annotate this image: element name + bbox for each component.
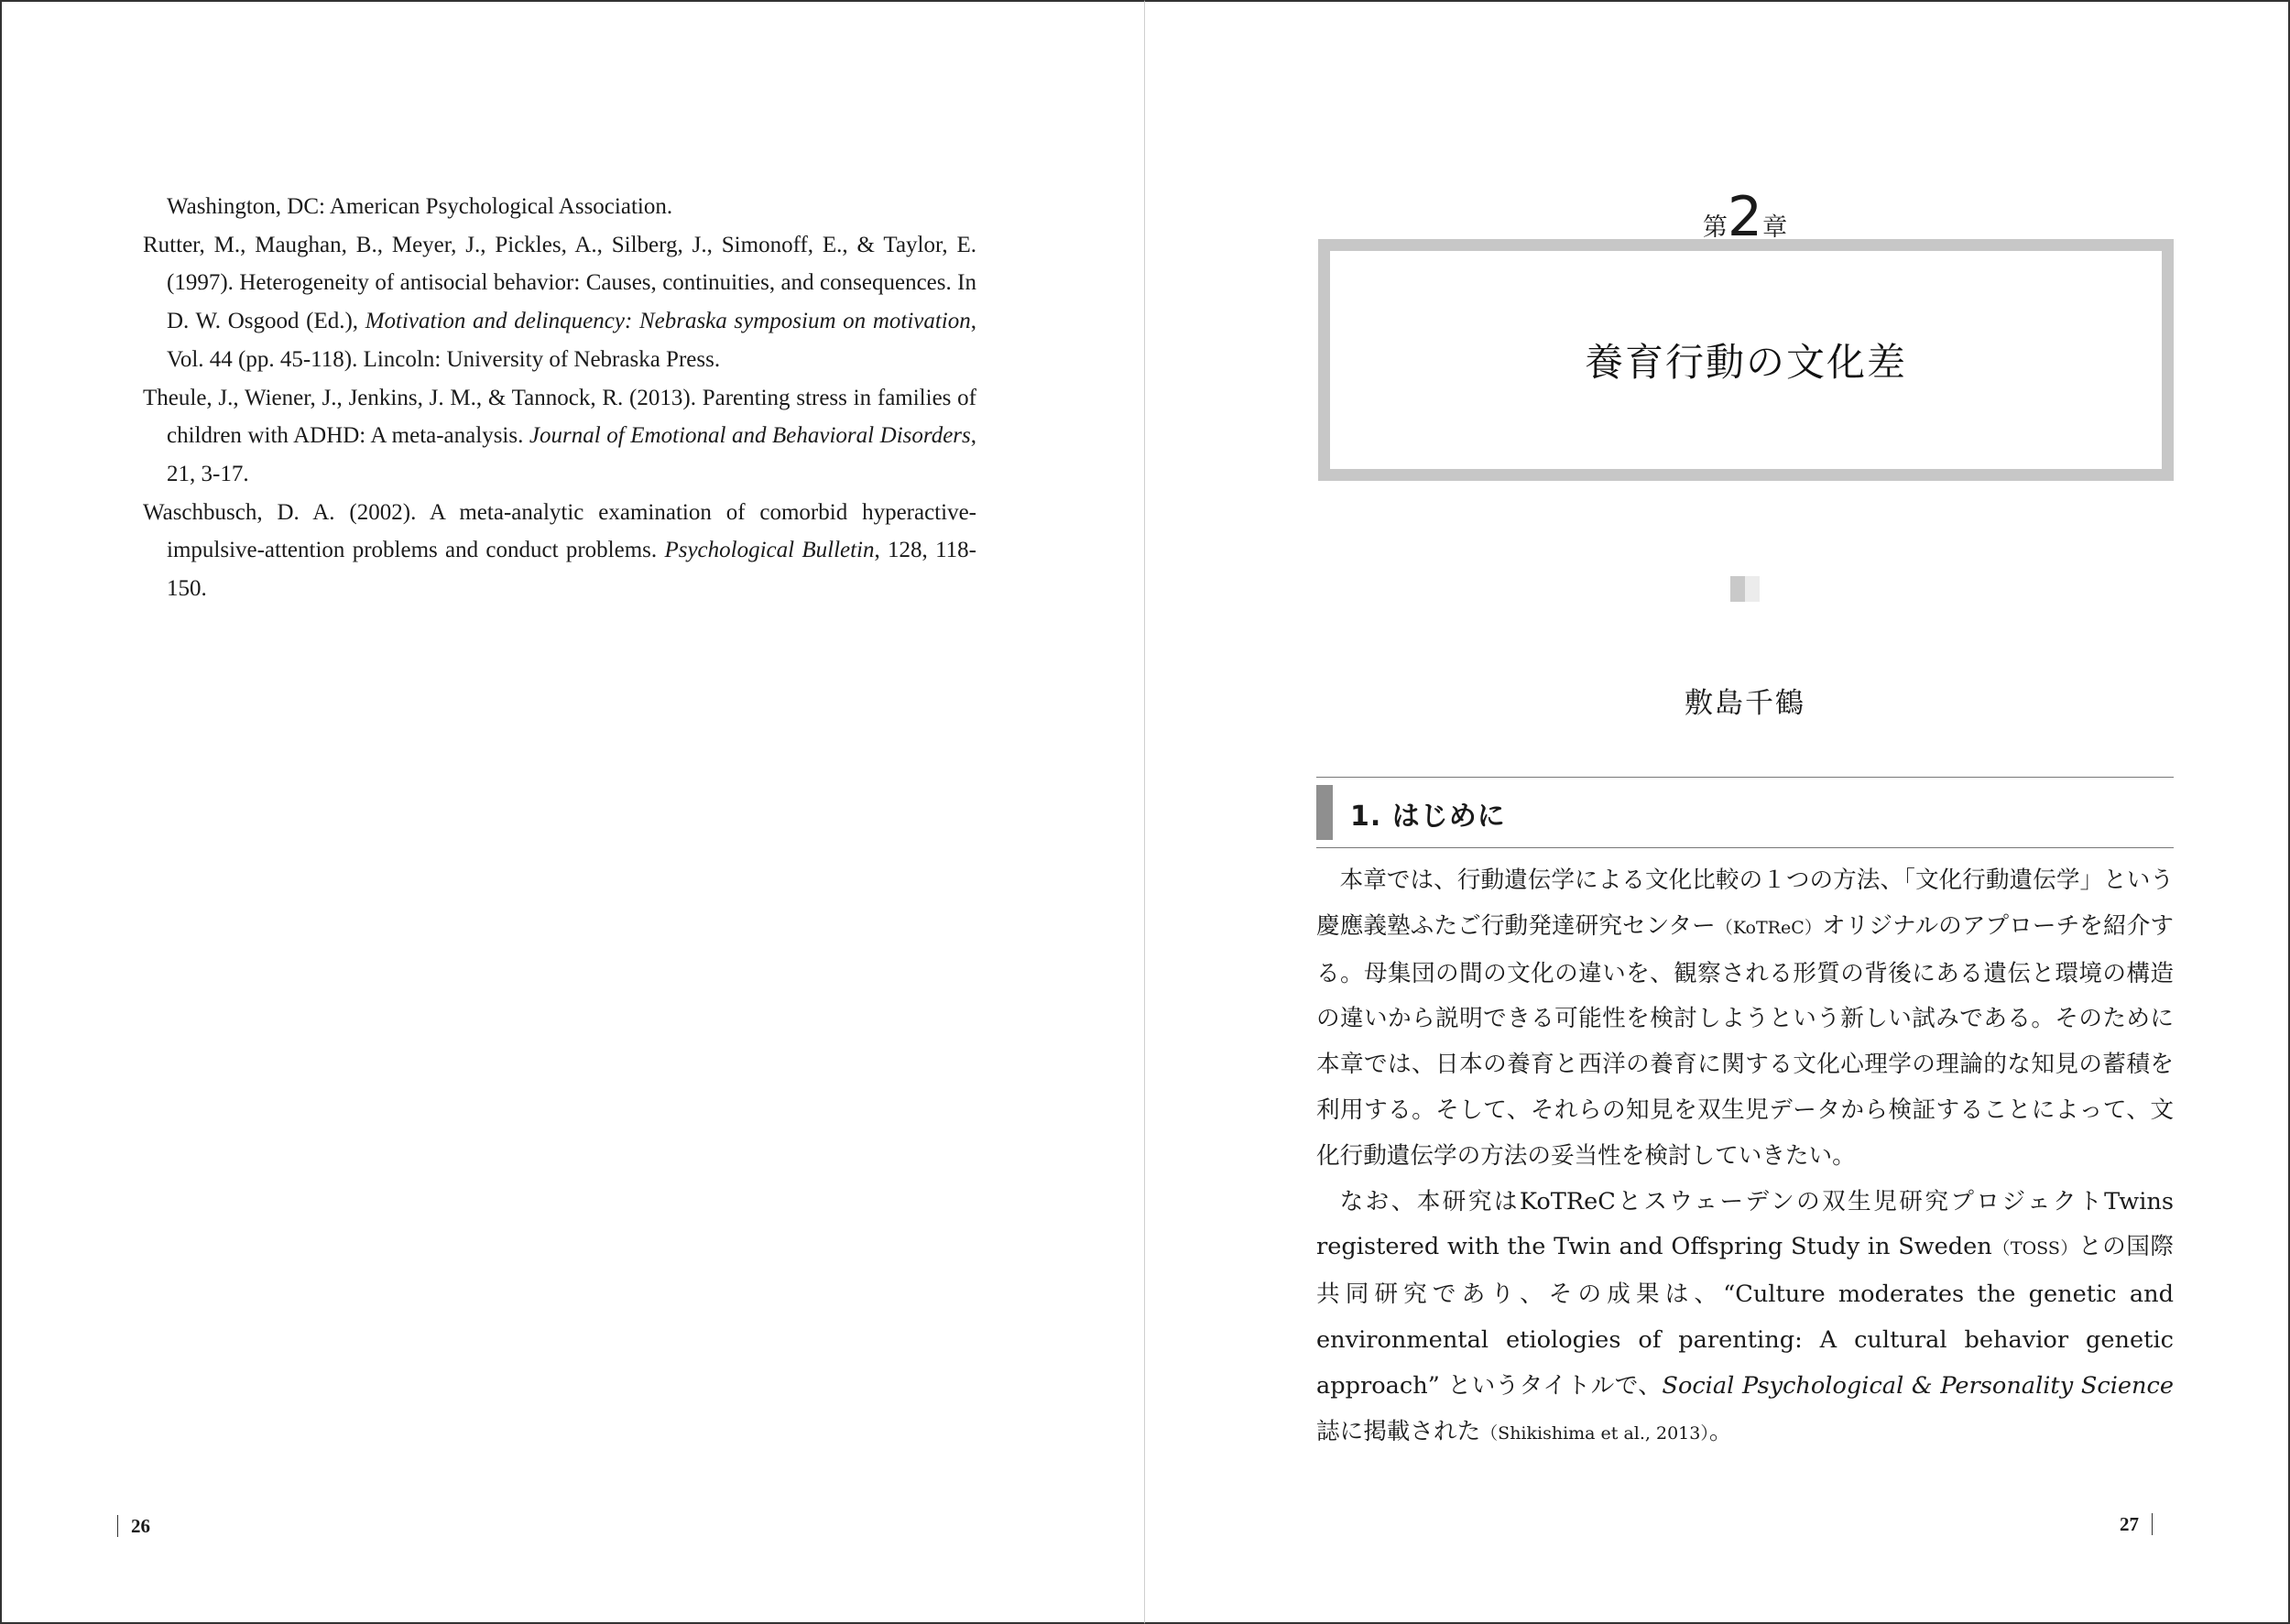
left-page (0, 0, 1144, 1624)
chapter-number: 2 (1727, 185, 1763, 249)
reference-entry (143, 494, 976, 608)
text-run: オリジナルのアプローチを紹介する。母集団の間の文化の違いを、観察される形質の背後にある遺伝と環境の構造の違いから説明できる可能性を検討しようという新しい試みである。そのために本章では、日本の養育と西洋の養育に関する文化心理学の理論的な知見の蓄積を利用する。そして、それらの知見を双生児データから検証することによって、文化行動遺伝学の方法の妥当性を検討していきたい。 (1316, 911, 2174, 1170)
paragraph (1316, 858, 2174, 1180)
text-run: , Vol. 44 (pp. 45-118). Lincoln: University of Nebraska Press. (167, 309, 976, 372)
text-run: Washington, DC: American Psychological Association. (167, 194, 673, 219)
chapter-suffix: 章 (1762, 213, 1788, 242)
reference-list (143, 188, 976, 608)
italic-text: Social Psychological & Personality Science (1662, 1371, 2174, 1400)
ornament-icon (1730, 576, 1760, 602)
body-text (1316, 858, 2174, 1456)
text-run: 。 (1708, 1417, 1733, 1445)
text-run: （Shikishima et al., 2013） (1480, 1422, 1709, 1444)
chapter-label (1695, 185, 1795, 249)
text-run: 誌に掲載された (1316, 1417, 1481, 1445)
author-name: 敷島千鶴 (1685, 687, 1805, 720)
italic-text: Motivation and delinquency: Nebraska symposium on motivation (365, 309, 971, 334)
text-run: との国際共同研究であり、その成果は、“Culture moderates the genetic and environmental etiologies of parenting: A cultural behavior genetic approach” というタイトルで、 (1316, 1233, 2174, 1400)
reference-entry (143, 188, 976, 226)
text-run: （KoTReC） (1715, 917, 1822, 938)
page-number-right: 27 (2120, 1513, 2153, 1535)
section-marker (1316, 785, 1333, 840)
italic-text: Psychological Bulletin (664, 538, 875, 563)
page-number-left: 26 (117, 1515, 150, 1537)
text-run: , 128, 118-150. (167, 538, 976, 602)
text-run: , 21, 3-17. (167, 423, 976, 486)
text-run: なお、本研究はKoTReCとスウェーデンの双生児研究プロジェクトTwins registered with the Twin and Offspring Study in Sweden (1316, 1187, 2174, 1261)
section-heading (1316, 777, 2174, 848)
text-run: （TOSS） (1991, 1238, 2078, 1259)
section-title: 1. はじめに (1350, 801, 1506, 833)
chapter-prefix: 第 (1702, 213, 1728, 242)
text-run: Theule, J., Wiener, J., Jenkins, J. M., & Tannock, R. (2013). Parenting stress in families of children with ADHD: A meta-analysis. (143, 385, 976, 449)
reference-entry (143, 379, 976, 494)
chapter-title: 養育行動の文化差 (1584, 340, 1907, 385)
paragraph (1316, 1180, 2174, 1457)
reference-entry (143, 226, 976, 379)
text-run: 本章では、行動遺伝学による文化比較の１つの方法、「文化行動遺伝学」という慶應義塾ふたご行動発達研究センター (1316, 866, 2174, 940)
italic-text: Journal of Emotional and Behavioral Disorders (529, 423, 971, 449)
text-run: Waschbusch, D. A. (2002). A meta-analytic examination of comorbid hyperactive-impulsive-attention problems and conduct problems. (143, 499, 976, 563)
chapter-title-box (1318, 239, 2174, 481)
text-run: Rutter, M., Maughan, B., Meyer, J., Pickles, A., Silberg, J., Simonoff, E., & Taylor, E. (1997). Heterogeneity of antisocial behavior: Causes, continuities, and consequences. In D. W. Osgood (Ed.), (143, 232, 976, 334)
